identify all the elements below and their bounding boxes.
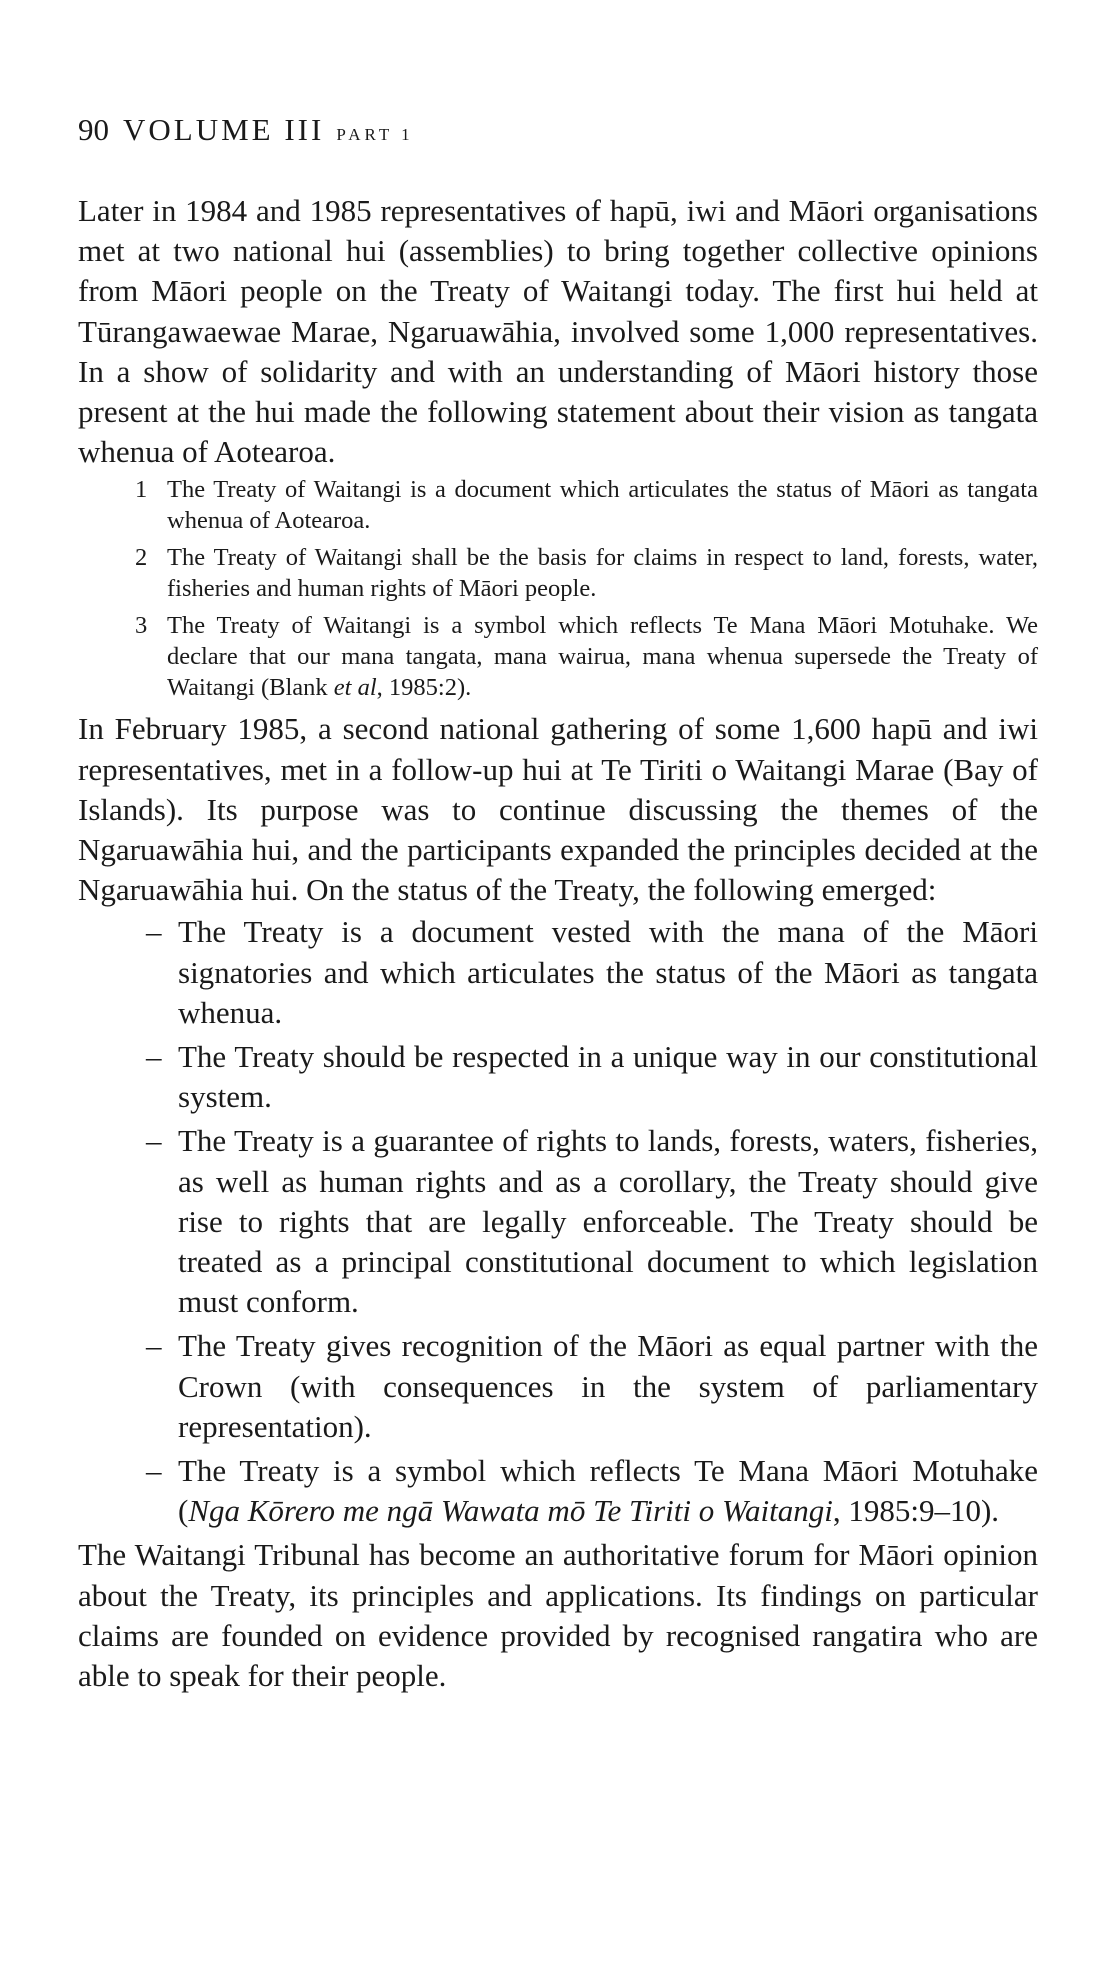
running-head [78,112,1038,153]
dash-marker: – [146,1123,162,1159]
item-citation-italic: Nga Kōrero me ngā Wawata mō Te Tiriti o Waitangi [188,1493,833,1529]
numbered-item-3 [78,610,1038,703]
dash-item-2 [78,1037,1038,1117]
item-text: The Treaty of Waitangi is a symbol which reflects Te Mana Māori Motuhake. We declare that our mana tangata, mana wairua, mana whenua supersede the Treaty of Waitangi (Blank [167,612,1038,702]
item-citation-italic: et al [333,674,377,702]
dash-marker: – [146,1328,162,1364]
dash-item-5 [78,1451,1038,1531]
numbered-item-1 [78,474,1038,536]
item-text: The Treaty of Waitangi is a document which articulates the status of Māori as tangata whenua of Aotearoa. [167,476,1038,535]
item-text: The Treaty is a document vested with the mana of the Māori signatories and which articulates the status of the Māori as tangata whenua. [178,914,1038,1030]
paragraph-3: The Waitangi Tribunal has become an authoritative forum for Māori opinion about the Treaty, its principles and applications. Its findings on particular claims are founded on evidence provided by recognised rangatira who are able to speak for their people. [78,1537,1038,1694]
item-text: The Treaty of Waitangi shall be the basis for claims in respect to land, forests, water, fisheries and human rights of Māori people. [167,544,1038,603]
paragraph-2: In February 1985, a second national gathering of some 1,600 hapū and iwi representatives, met in a follow-up hui at Te Tiriti o Waitangi Marae (Bay of Islands). Its purpose was to continue discussing the themes of the Ngaruawāhia hui, and the participants expanded the principles decided at the Ngaruawāhia hui. On the status of the Treaty, the following emerged: [78,711,1038,908]
document-page [78,112,1038,1696]
dash-marker: – [146,1039,162,1075]
dash-marker: – [146,1453,162,1489]
part-label: PART 1 [336,125,414,144]
numbered-statement-list [78,474,1038,703]
item-text-end: , 1985:2). [376,674,472,702]
dash-item-1 [78,912,1038,1033]
dash-marker: – [146,914,162,950]
numbered-item-2 [78,542,1038,604]
page-number: 90 [78,112,109,147]
item-text: The Treaty is a symbol which reflects Te Mana Māori Motuhake ( [178,1453,1038,1529]
item-text-end: , 1985:9–10). [832,1493,1000,1529]
item-text: The Treaty should be respected in a unique way in our constitutional system. [178,1039,1038,1115]
item-number: 1 [135,476,148,504]
dash-item-4 [78,1326,1038,1447]
item-text: The Treaty is a guarantee of rights to lands, forests, waters, fisheries, as well as human rights and as a corollary, the Treaty should give rise to rights that are legally enforceable. The Treaty should be treated as a principal constitutional document to which legislation must conform. [178,1123,1038,1320]
item-number: 2 [135,544,148,572]
volume-label: VOLUME III [123,112,325,147]
dash-item-3 [78,1121,1038,1322]
paragraph-1: Later in 1984 and 1985 representatives of hapū, iwi and Māori organisations met at two national hui (assemblies) to bring together collective opinions from Māori people on the Treaty of Waitangi today. The first hui held at Tūrangawaewae Marae, Ngaruawāhia, involved some 1,000 representatives. In a show of solidarity and with an understanding of Māori history those present at the hui made the following statement about their vision as tangata whenua of Aotearoa. [78,193,1038,470]
item-text: The Treaty gives recognition of the Māori as equal partner with the Crown (with consequences in the system of parliamentary representation). [178,1328,1038,1444]
item-number: 3 [135,612,148,640]
treaty-status-list [78,912,1038,1531]
